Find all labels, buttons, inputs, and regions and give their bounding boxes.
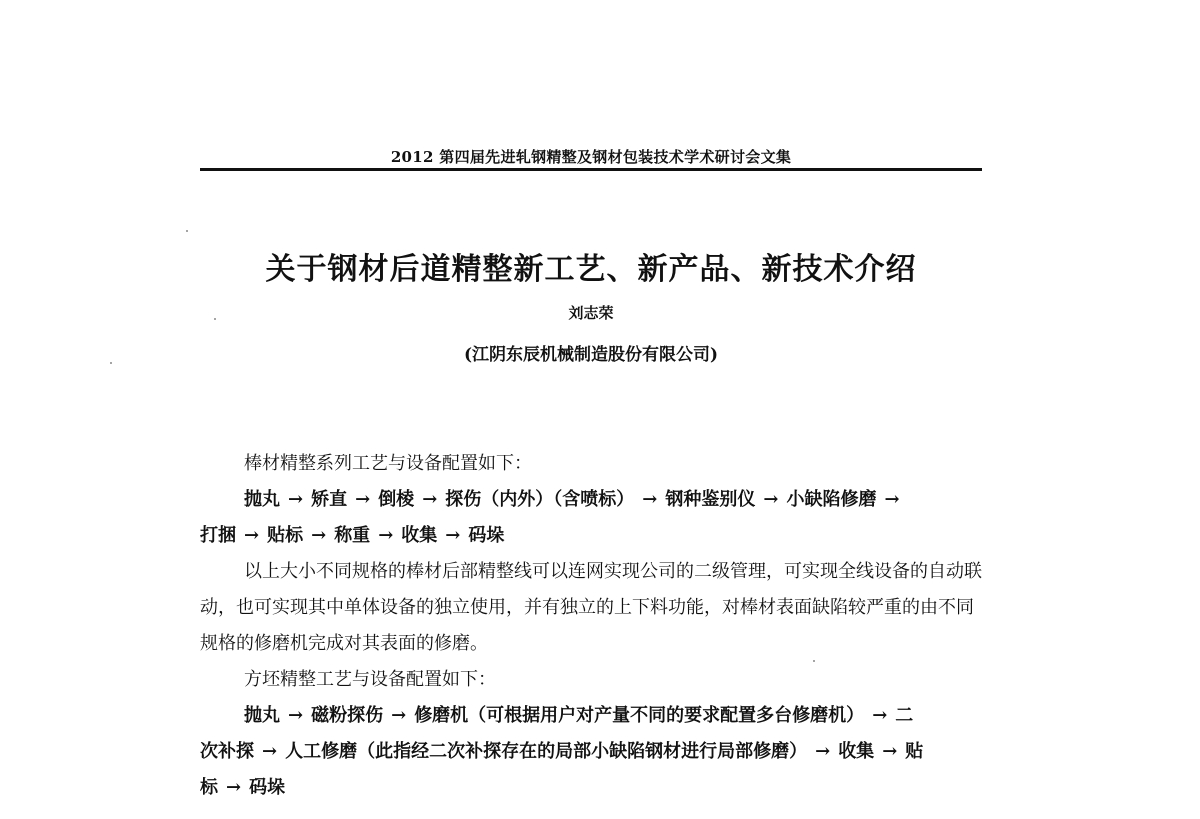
flow-step: 矫直 (311, 489, 348, 510)
flow-step: 打捆 (200, 525, 236, 546)
flow-step: 贴 (905, 741, 924, 762)
article-title: 关于钢材后道精整新工艺、新产品、新技术介绍 (265, 252, 917, 287)
article-body (200, 446, 990, 806)
billet-process-intro: 方坯精整工艺与设备配置如下： (244, 669, 496, 690)
flow-step: 次补探 (200, 741, 254, 762)
flow-step: 抛丸 (244, 705, 280, 726)
flow-step: 探伤（内外）（含喷标） (445, 489, 635, 510)
flow-step: 小缺陷修磨 (786, 489, 877, 510)
bar-process-intro: 棒材精整系列工艺与设备配置如下： (244, 453, 532, 474)
arrow-right-icon: → (815, 741, 831, 762)
author-affiliation: (江阴东辰机械制造股份有限公司) (463, 345, 719, 365)
flow-step: 抛丸 (244, 489, 280, 510)
arrow-right-icon: → (244, 525, 260, 546)
flow-step: 钢种鉴别仪 (665, 489, 756, 510)
flow-step: 码垛 (249, 777, 286, 798)
flow-step: 收集 (401, 525, 438, 546)
flow-step: 码垛 (468, 525, 505, 546)
arrow-right-icon: → (445, 525, 461, 546)
arrow-right-icon: → (642, 489, 658, 510)
arrow-right-icon: → (262, 741, 278, 762)
proceedings-header: 2012 第四届先进轧钢精整及钢材包装技术学术研讨会文集 (390, 148, 792, 166)
arrow-right-icon: → (226, 777, 242, 798)
bar-process-description: 以上大小不同规格的棒材后部精整线可以连网实现公司的二级管理，可实现全线设备的自动联动，也可实现其中单体设备的独立使用，并有独立的上下料功能，对棒材表面缺陷较严重的由不同规格的修磨机完成对其表面的修磨。 (200, 561, 982, 654)
arrow-right-icon: → (882, 741, 898, 762)
bar-process-flow (200, 482, 990, 554)
scan-speck (186, 230, 188, 232)
flow-step: 倒棱 (378, 489, 415, 510)
arrow-right-icon: → (872, 705, 888, 726)
scan-speck (813, 660, 815, 662)
arrow-right-icon: → (355, 489, 371, 510)
flow-step: 人工修磨（此指经二次补探存在的局部小缺陷钢材进行局部修磨） (285, 741, 808, 762)
flow-step: 贴标 (267, 525, 304, 546)
flow-step: 二 (895, 705, 914, 726)
arrow-right-icon: → (288, 489, 304, 510)
billet-process-flow (200, 698, 990, 806)
flow-step: 收集 (838, 741, 875, 762)
arrow-right-icon: → (378, 525, 394, 546)
arrow-right-icon: → (288, 705, 304, 726)
arrow-right-icon: → (422, 489, 438, 510)
flow-step: 称重 (334, 525, 371, 546)
flow-step: 磁粉探伤 (311, 705, 384, 726)
header-divider (200, 168, 982, 171)
arrow-right-icon: → (391, 705, 407, 726)
scan-speck (214, 318, 216, 320)
arrow-right-icon: → (884, 489, 900, 510)
arrow-right-icon: → (763, 489, 779, 510)
author-name: 刘志荣 (568, 304, 614, 322)
flow-step: 标 (200, 777, 218, 798)
arrow-right-icon: → (311, 525, 327, 546)
scan-speck (110, 362, 112, 364)
flow-step: 修磨机（可根据用户对产量不同的要求配置多台修磨机） (414, 705, 865, 726)
